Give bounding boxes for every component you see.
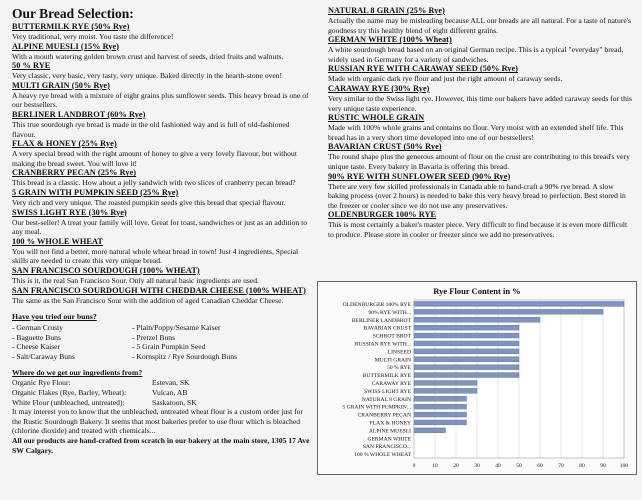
ingredients-table (12, 378, 312, 407)
bread-name: ALPINE MUESLI (15% Rye) (12, 41, 120, 51)
bread-item (12, 188, 312, 208)
rye-content-chart (317, 281, 637, 475)
x-tick-label: 30 (474, 463, 480, 469)
left-column (12, 6, 312, 455)
bar (414, 302, 624, 307)
bread-description: This true sourdough rye bread is made in the old fashioned way and is full of old-fashioned flavour. (12, 119, 290, 139)
x-tick-label: 100 (619, 463, 629, 469)
bread-item (12, 208, 312, 237)
page-title: Our Bread Selection: (12, 6, 134, 21)
bread-description: This is it, the real San Francisco Sour. Only all natural basic ingredients are used. (12, 275, 259, 285)
buns-title: Have you tried our buns? (12, 312, 97, 322)
bread-name: FLAX & HONEY (25% Rye) (12, 139, 117, 149)
ingredient-origin: Vulcan, AB (152, 388, 188, 398)
bar (414, 428, 446, 433)
bread-name: CRANBERRY PECAN (25% Rye) (12, 168, 137, 178)
category-label: NATURAL 8 GRAIN (361, 396, 411, 403)
bread-name: 5 GRAIN WITH PUMPKIN SEED (25% Rye) (12, 187, 179, 197)
bread-item (12, 42, 312, 62)
bread-description: Very traditional, very moist. You taste the difference! (12, 32, 174, 41)
bread-name: 90% RYE WITH SUNFLOWER SEED (90% Rye) (328, 171, 511, 181)
bread-description: Made with organic dark rye flour and just the right amount of caraway seeds. (328, 74, 563, 84)
bread-item (328, 35, 634, 64)
bread-description: You will not find a better, more natural whole wheat bread in town! Just 4 ingredients, Special skills are needed to create this very unique bread. (12, 246, 299, 266)
bun-item: - 5 Grain Pumpkin Seed (132, 342, 206, 352)
bread-name: NATURAL 8 GRAIN (25% Rye) (328, 6, 445, 15)
bread-description: The same as the San Francisco Sour with the addition of aged Canadian Cheddar Cheese. (12, 295, 284, 305)
right-column (328, 6, 634, 240)
bread-item (328, 64, 634, 84)
bread-item (328, 84, 634, 113)
category-label: BUTTERMILK RYE (362, 373, 411, 380)
bread-name: SAN FRANCISCO SOURDOUGH (100% WHEAT) (12, 265, 200, 275)
x-tick-label: 10 (432, 463, 438, 469)
category-label: LINSEED (387, 349, 411, 356)
bread-item (12, 286, 312, 306)
bread-name: SWISS LIGHT RYE (30% Rye) (12, 207, 127, 217)
x-tick-label: 60 (537, 463, 543, 469)
category-label: RUSSIAN RYE WITH... (354, 341, 411, 348)
bread-description: Our best-seller! A treat your family will love. Great for toast, sandwiches or just as an addition to any meal. (12, 217, 308, 237)
bread-item (12, 139, 312, 168)
right-bread-list (328, 6, 634, 240)
category-label: 50 % RYE (387, 365, 411, 372)
category-label: FLAX & HONEY (369, 420, 411, 427)
bread-item (12, 22, 312, 42)
chart-canvas (318, 282, 636, 474)
bun-item: - Cheese Kaiser (12, 342, 61, 352)
bread-name: MULTI GRAIN (50% Rye) (12, 80, 110, 90)
bread-description: This bread is a classic. How about a jelly sandwich with two slices of cranberry pecan bread? (12, 178, 296, 188)
category-label: ALPINE MUESLI (368, 428, 411, 435)
bread-description: With a mouth watering golden brown crust and harvest of seeds, dried fruits and walnuts. (12, 51, 284, 61)
bread-name: CARAWAY RYE (30% Rye) (328, 83, 430, 93)
bread-item (12, 81, 312, 110)
bread-item (328, 6, 634, 35)
bread-description: This is most certainly a baker's master piece. Very difficult to find because it is even more difficult to produce. Please store in cooler or freezer since we add no preservatives. (328, 220, 628, 239)
bun-item: - Salt/Caraway Buns (12, 351, 75, 361)
ingredient-name: Organic Flakes (Rye, Barley, Wheat): (12, 388, 127, 398)
bread-item (12, 266, 312, 286)
x-tick-label: 50 (516, 463, 522, 469)
category-label: SWISS LIGHT RYE (364, 388, 411, 395)
x-tick-label: 20 (453, 463, 459, 469)
bar (414, 349, 519, 354)
bread-description: Very classic, very basic, very tasty, very unique. Baked directly in the hearth-stone oven! (12, 71, 283, 81)
bread-description: Made with 100% whole grains and contains no flour. Very moist with an extended shelf life. This bread has in a very short time developed into one of our bestsellers! (328, 123, 624, 142)
x-tick-label: 0 (412, 463, 416, 469)
bread-name: BERLINER LANDBROT (60% Rye) (12, 109, 146, 119)
bread-name: BAVARIAN CRUST (50% Rye) (328, 142, 442, 152)
bread-item (12, 61, 312, 81)
bar (414, 309, 603, 314)
bread-name: SAN FRANCISCO SOURDOUGH WITH CHEDDAR CHEESE (100% WHEAT) (12, 285, 306, 295)
bread-name: OLDENBURGER 100% RYE (328, 210, 437, 220)
bar (414, 341, 519, 346)
bar (414, 396, 467, 401)
handcrafted-note: All our products are hand-crafted from scratch in our bakery at the main store, 1305 17 Ave SW Calgary. (12, 436, 310, 455)
bread-description: A very special bread with the right amount of honey to give a very lovely flavour, but without making the bread sweet. You will love it! (12, 149, 297, 168)
x-tick-label: 90 (600, 463, 606, 469)
bread-name: RUSSIAN RYE WITH CARAWAY SEED (50% Rye) (328, 64, 519, 74)
bread-name: 100 % WHOLE WHEAT (12, 236, 103, 246)
bread-name: 50 % RYE (12, 61, 51, 71)
category-label: SAN FRANCISCO... (362, 444, 411, 451)
bun-item: - Kornspitz / Rye Sourdough Buns (132, 351, 237, 361)
buns-list (12, 323, 312, 361)
bar (414, 404, 467, 409)
bread-item (12, 168, 312, 188)
category-label: OLDENBURGER 100% RYE (342, 301, 411, 308)
ingredient-name: White Flour (unbleached, untreated): (12, 397, 125, 407)
bar (414, 373, 519, 378)
bar (414, 388, 477, 393)
bread-description: A white sourdough bread based on an original German recipe. This is a typical "everyday" bread, widely used in Germany for a variety of sandwiches. (328, 45, 624, 64)
bread-name: GERMAN WHITE (100% Wheat) (328, 35, 452, 45)
bar (414, 365, 519, 370)
bun-item: - Pretzel Buns (132, 332, 176, 342)
ingredient-name: Organic Rye Flour: (12, 378, 71, 388)
bread-description: Actually the name may be misleading because ALL our breads are all natural. For a taste of nature's goodness try this healthy blend of eight different grains. (328, 16, 632, 35)
bread-description: There are very few skilled professionals in Canada able to hand-craft a 90% rye bread. A slow baking process (over 2 hours) is needed to bake this very heavy bread to perfection. Best stored in the freezer or cooler since we do not use any preservatives. (328, 181, 626, 210)
x-tick-label: 80 (579, 463, 585, 469)
bread-item (12, 110, 312, 139)
flour-note: It may interest you to know that the unbleached, untreated wheat flour is a custom order just for the Rustic Sourdough Bakery. It seems that most bakeries prefer to use flour which is bleached (chlorine dioxide) and treated with chemicals... (12, 407, 304, 436)
ingredient-row (12, 388, 312, 398)
bar (414, 325, 519, 330)
category-label: 5 GRAIN WITH PUMPKIN... (342, 404, 411, 411)
bar (414, 333, 519, 338)
category-label: CRANBERRY PECAN (357, 412, 411, 419)
category-label: 100 % WHOLE WHEAT (354, 452, 411, 459)
bar (414, 381, 477, 386)
bun-item: - Plain/Poppy/Sesame Kaiser (132, 323, 221, 333)
bread-name: RUSTIC WHOLE GRAIN (328, 113, 425, 123)
bun-item: - Baguette Buns (12, 332, 61, 342)
bread-description: Very similar to the Swiss light rye. However, this time our bakers have added caraway seeds for this very unique taste experience. (328, 93, 632, 113)
category-label: SCHROT BROT (372, 333, 411, 340)
bar (414, 317, 540, 322)
ingredients-title: Where do we get our ingredients from? (12, 368, 143, 378)
bread-item (328, 142, 634, 171)
category-label: CARAWAY RYE (371, 380, 411, 387)
bar (414, 357, 519, 362)
buns-column-2 (132, 323, 237, 361)
bread-description: Very rich and very unique. The roasted pumpkin seeds give this bread that special flavour. (12, 197, 286, 207)
x-tick-label: 70 (558, 463, 564, 469)
category-label: MULTI GRAIN (374, 357, 411, 364)
category-label: BERLINER LANDBROT (351, 317, 411, 324)
bread-item (328, 113, 634, 142)
bun-item: - German Crusty (12, 323, 64, 333)
bread-name: BUTTERMILK RYE (50% Rye) (12, 22, 130, 31)
bread-item (328, 172, 634, 211)
ingredient-origin: Estevan, SK (152, 378, 190, 388)
ingredient-row (12, 378, 312, 388)
chart-title: Rye Flour Content in % (433, 286, 521, 296)
category-label: BAVARIAN CRUST (363, 325, 411, 332)
category-label: GERMAN WHITE (367, 436, 411, 443)
bread-item (328, 210, 634, 239)
category-label: 90% RYE WITH... (368, 309, 411, 316)
ingredient-origin: Saskatoon, SK (152, 397, 197, 407)
bread-description: A heavy rye bread with a mixture of eight grains plus sunflower seeds. This heavy bread is one of our bestsellers. (12, 90, 309, 110)
left-bread-list (12, 22, 312, 305)
x-tick-label: 40 (495, 463, 501, 469)
bar (414, 420, 467, 425)
buns-column-1 (12, 323, 132, 361)
bread-description: The round shape plus the generous amount of flour on the crust are contributing to this bread's very unique taste. Every bakery in Bavaria is offering this bread. (328, 152, 630, 171)
bar (414, 412, 467, 417)
ingredient-row (12, 398, 312, 408)
bread-item (12, 237, 312, 266)
